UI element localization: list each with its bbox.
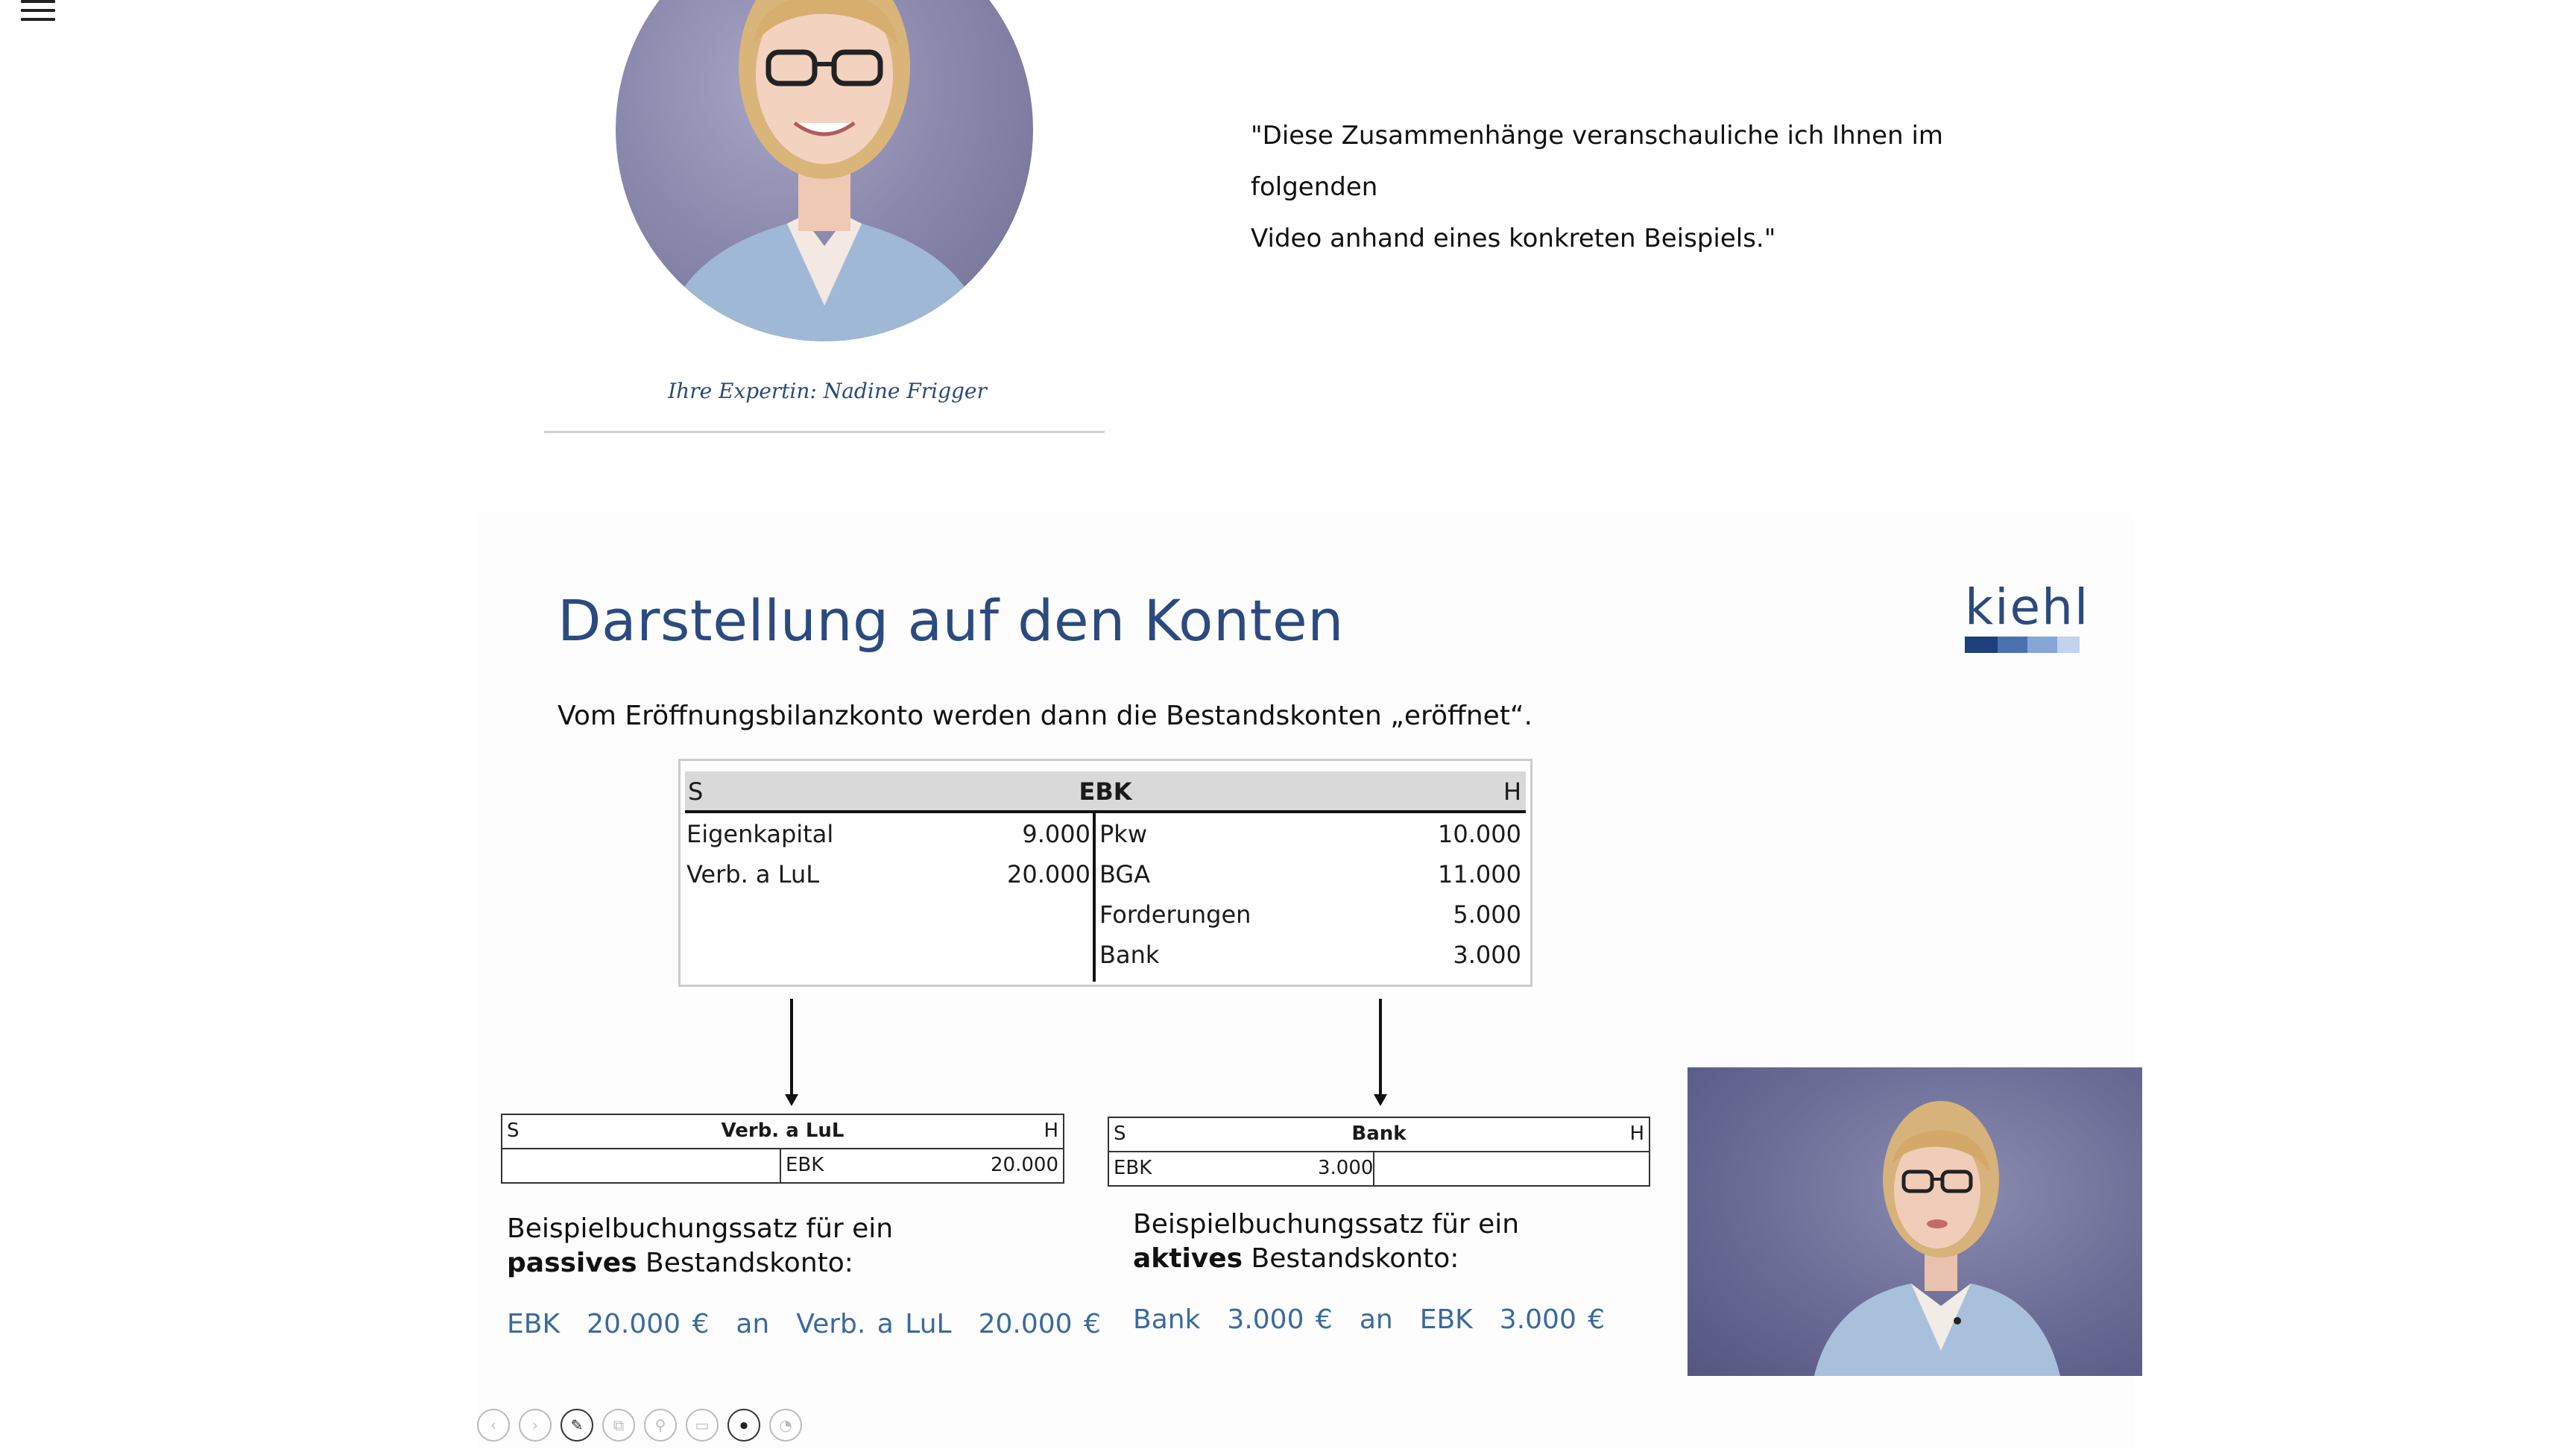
entry-debit-account: EBK: [507, 1309, 561, 1339]
ebk-row-label: Pkw: [1099, 820, 1147, 848]
ebk-row-label: Verb. a LuL: [686, 860, 820, 888]
ebk-row-label: Eigenkapital: [686, 820, 834, 848]
prev-slide-button[interactable]: ‹: [477, 1409, 510, 1442]
entry-credit-account: EBK: [1419, 1304, 1473, 1335]
bank-debit-label: EBK: [1114, 1157, 1152, 1179]
verb-lul-body: [502, 1149, 1063, 1182]
logo-text: kiehl: [1965, 578, 2090, 636]
logo-bar-4: [2057, 637, 2080, 653]
zoom-button[interactable]: ⚲: [644, 1409, 677, 1442]
ebk-right-row: [1099, 815, 1521, 853]
ebk-account-table: [678, 759, 1532, 987]
logo-bars: [1965, 637, 2092, 653]
expert-photo: [616, 0, 1033, 341]
bank-account: [1108, 1117, 1650, 1187]
arrowhead-verb: [785, 1094, 798, 1106]
verb-credit-label: EBK: [786, 1154, 824, 1176]
ebk-row-value: 20.000: [1007, 860, 1090, 888]
quote-text: [1251, 110, 2071, 265]
ebk-left-row: [686, 815, 1090, 853]
logo-bar-3: [2027, 637, 2057, 653]
bank-side-h: H: [1629, 1123, 1644, 1145]
verb-credit-value: 20.000: [991, 1154, 1058, 1176]
ebk-row-label: BGA: [1099, 860, 1151, 888]
quote-line-2: Video anhand eines konkreten Beispiels.": [1251, 224, 1776, 253]
bank-title: Bank: [1351, 1123, 1407, 1145]
verb-divider: [780, 1149, 781, 1182]
entry-debit-account: Bank: [1133, 1304, 1201, 1335]
ebk-row-label: Bank: [1099, 941, 1160, 969]
ebk-row-value: 3.000: [1453, 941, 1521, 969]
ebk-right-row: [1099, 895, 1521, 934]
passive-example-line1: Beispielbuchungssatz für ein: [507, 1213, 894, 1244]
ebk-row-value: 11.000: [1438, 860, 1521, 888]
ebk-header: [685, 771, 1526, 813]
active-rest: Bestandskonto:: [1243, 1243, 1459, 1274]
ebk-row-value: 5.000: [1453, 900, 1521, 929]
verb-lul-header: [502, 1115, 1063, 1149]
verb-side-s: S: [507, 1120, 520, 1142]
active-bold: aktives: [1133, 1243, 1243, 1274]
screen-button[interactable]: ▭: [686, 1409, 719, 1442]
ebk-title: EBK: [1079, 777, 1132, 806]
active-example-line2: [1133, 1242, 1519, 1276]
arrowhead-bank: [1374, 1094, 1387, 1106]
passive-booking-entry: [507, 1309, 1128, 1339]
verb-side-h: H: [1044, 1120, 1058, 1142]
ebk-divider: [1093, 813, 1096, 982]
ebk-left-row: [686, 855, 1090, 894]
verb-lul-account: [501, 1114, 1064, 1184]
bank-body: [1109, 1152, 1649, 1185]
active-example-line1: Beispielbuchungssatz für ein: [1133, 1209, 1520, 1240]
kiehl-logo: [1965, 578, 2092, 657]
ebk-row-value: 10.000: [1438, 820, 1521, 848]
arrow-to-verb-account: [790, 999, 793, 1096]
player-controls: [477, 1409, 802, 1442]
ebk-row-value: 9.000: [1022, 820, 1090, 848]
passive-bold: passives: [507, 1248, 637, 1278]
passive-rest: Bestandskonto:: [637, 1248, 853, 1278]
ebk-side-h: H: [1503, 777, 1521, 806]
bank-side-s: S: [1114, 1123, 1126, 1145]
entry-credit-account: Verb. a LuL: [796, 1309, 952, 1339]
bank-debit-value: 3.000: [1318, 1157, 1374, 1179]
expert-caption: Ihre Expertin: Nadine Frigger: [668, 379, 987, 403]
entry-credit-amount: 3.000 €: [1499, 1304, 1606, 1335]
logo-bar-2: [1998, 637, 2027, 653]
arrow-to-bank-account: [1379, 999, 1382, 1096]
camera-button[interactable]: ⏺: [727, 1409, 760, 1442]
entry-an: an: [1359, 1304, 1393, 1335]
active-booking-entry: [1133, 1304, 1632, 1335]
ebk-side-s: S: [688, 777, 704, 806]
caption-divider: [544, 431, 1105, 433]
logo-bar-1: [1965, 637, 1998, 653]
entry-credit-amount: 20.000 €: [978, 1309, 1101, 1339]
timer-button[interactable]: ◔: [769, 1409, 802, 1442]
verb-title: Verb. a LuL: [721, 1120, 845, 1142]
quote-line-1: "Diese Zusammenhänge veranschauliche ich Ihnen im folgenden: [1251, 121, 1944, 202]
ebk-right-row: [1099, 935, 1521, 974]
ebk-row-label: Forderungen: [1099, 900, 1251, 929]
presenter-video[interactable]: [1688, 1067, 2142, 1376]
slide-title: Darstellung auf den Konten: [558, 587, 1344, 654]
menu-icon[interactable]: [21, 0, 55, 25]
next-slide-button[interactable]: ›: [519, 1409, 552, 1442]
pen-tool-button[interactable]: ✎: [561, 1409, 593, 1442]
copy-button[interactable]: ⧉: [602, 1409, 635, 1442]
entry-debit-amount: 20.000 €: [587, 1309, 710, 1339]
ebk-right-row: [1099, 855, 1521, 894]
bank-header: [1109, 1118, 1649, 1152]
passive-example-label: [507, 1212, 893, 1281]
passive-example-line2: [507, 1246, 893, 1281]
entry-debit-amount: 3.000 €: [1227, 1304, 1333, 1335]
active-example-label: [1133, 1208, 1519, 1276]
entry-an: an: [736, 1309, 770, 1339]
slide-intro: Vom Eröffnungsbilanzkonto werden dann die Bestandskonten „eröffnet“.: [558, 701, 1533, 731]
